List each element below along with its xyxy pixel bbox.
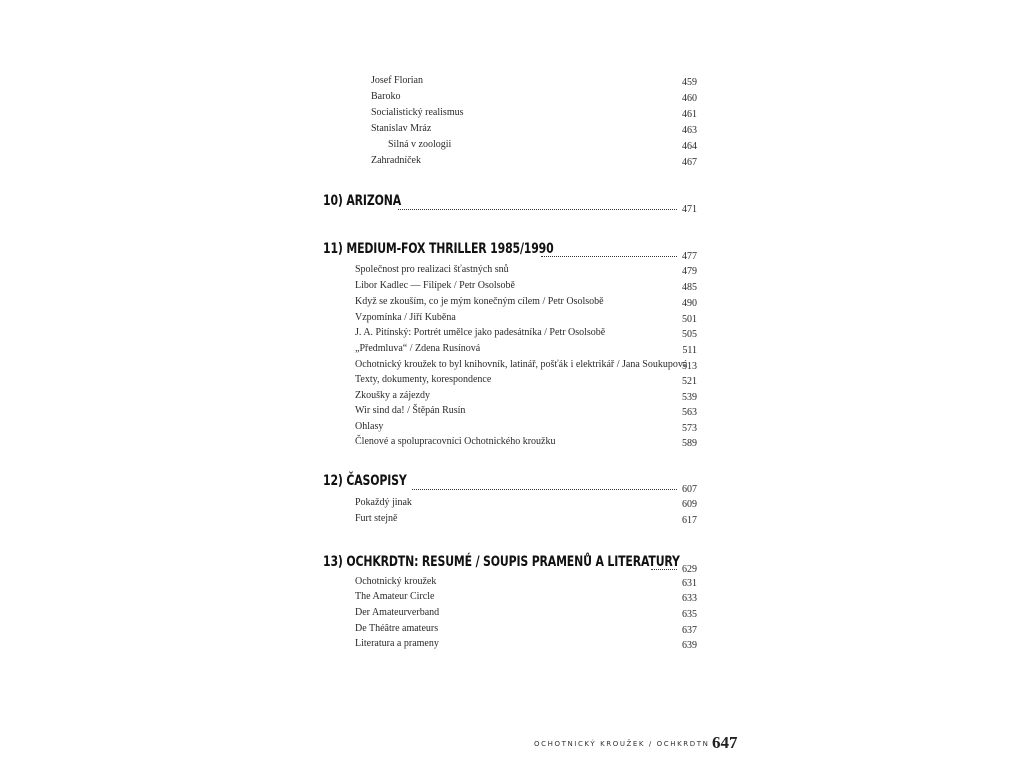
toc-entry-page: 461 bbox=[682, 109, 697, 120]
toc-entry-page: 563 bbox=[682, 407, 697, 418]
section-page: 607 bbox=[682, 484, 697, 495]
toc-entry-page: 617 bbox=[682, 515, 697, 526]
toc-entry-title: Texty, dokumenty, korespondence bbox=[355, 374, 492, 385]
toc-entry-title: Zahradníček bbox=[371, 155, 421, 166]
toc-entry-title: Ohlasy bbox=[355, 421, 384, 432]
toc-entry-page: 589 bbox=[682, 438, 697, 449]
toc-entry-title: Baroko bbox=[371, 91, 401, 102]
toc-entry-page: 609 bbox=[682, 499, 697, 510]
toc-entry-title: Ochotnický kroužek bbox=[355, 576, 437, 587]
toc-entry-page: 513 bbox=[682, 361, 697, 372]
section-heading: 12) ČASOPISY bbox=[323, 473, 407, 489]
toc-entry-title: De Théâtre amateurs bbox=[355, 623, 439, 634]
toc-entry-page: 459 bbox=[682, 77, 697, 88]
toc-entry-page: 511 bbox=[682, 345, 697, 356]
toc-entry-page: 521 bbox=[682, 376, 697, 387]
toc-entry-page: 467 bbox=[682, 157, 697, 168]
toc-entry-title: Josef Florian bbox=[371, 75, 423, 86]
toc-entry-title: Furt stejně bbox=[355, 513, 398, 524]
toc-entry-title: Wir sind da! / Štěpán Rusín bbox=[355, 405, 466, 416]
toc-entry-title: Ochotnický kroužek to byl knihovník, latinář, pošťák i elektrikář / Jana Soukupová bbox=[355, 359, 688, 370]
toc-entry-page: 639 bbox=[682, 640, 697, 651]
section-page: 471 bbox=[682, 204, 697, 215]
toc-entry-title: Když se zkouším, co je mým konečným cílem / Petr Osolsobě bbox=[355, 296, 604, 307]
toc-entry-title: J. A. Pitínský: Portrét umělce jako padesátníka / Petr Osolsobě bbox=[355, 327, 606, 338]
section-page: 629 bbox=[682, 564, 697, 575]
dot-leader bbox=[398, 209, 677, 210]
toc-entry-page: 573 bbox=[682, 423, 697, 434]
section-heading: 11) MEDIUM-FOX THRILLER 1985/1990 bbox=[323, 241, 554, 257]
dot-leader bbox=[412, 489, 677, 490]
toc-entry-title: Stanislav Mráz bbox=[371, 123, 432, 134]
toc-entry-title: Libor Kadlec — Filípek / Petr Osolsobě bbox=[355, 280, 515, 291]
toc-subentry-title: Silná v zoologii bbox=[388, 139, 452, 150]
toc-entry-title: The Amateur Circle bbox=[355, 591, 435, 602]
toc-entry-page: 539 bbox=[682, 392, 697, 403]
toc-entry-page: 490 bbox=[682, 298, 697, 309]
toc-entry-title: Literatura a prameny bbox=[355, 638, 439, 649]
footer-running-title: OCHOTNICKÝ KROUŽEK / OCHKRDTN bbox=[534, 740, 710, 748]
toc-entry-page: 463 bbox=[682, 125, 697, 136]
toc-entry-page: 505 bbox=[682, 329, 697, 340]
toc-entry-title: Socialistický realismus bbox=[371, 107, 464, 118]
toc-entry-page: 460 bbox=[682, 93, 697, 104]
toc-entry-title: Zkoušky a zájezdy bbox=[355, 390, 430, 401]
section-heading: 10) ARIZONA bbox=[323, 193, 401, 209]
toc-entry-page: 635 bbox=[682, 609, 697, 620]
toc-entry-title: Vzpomínka / Jiří Kuběna bbox=[355, 312, 456, 323]
toc-entry-page: 501 bbox=[682, 314, 697, 325]
toc-entry-title: Pokaždý jinak bbox=[355, 497, 412, 508]
section-page: 477 bbox=[682, 251, 697, 262]
toc-entry-title: Společnost pro realizaci šťastných snů bbox=[355, 264, 509, 275]
page-number: 647 bbox=[712, 733, 738, 752]
toc-entry-title: Členové a spolupracovníci Ochotnického kroužku bbox=[355, 436, 556, 447]
toc-entry-page: 637 bbox=[682, 625, 697, 636]
toc-entry-title: Der Amateurverband bbox=[355, 607, 440, 618]
toc-entry-page: 479 bbox=[682, 266, 697, 277]
toc-entry-page: 464 bbox=[682, 141, 697, 152]
toc-entry-page: 633 bbox=[682, 593, 697, 604]
section-heading: 13) OCHKRDTN: RESUMÉ / SOUPIS PRAMENŮ A LITERATURY bbox=[323, 554, 680, 570]
toc-entry-page: 485 bbox=[682, 282, 697, 293]
toc-entry-title: „Předmluva“ / Zdena Rusínová bbox=[355, 343, 481, 354]
toc-entry-page: 631 bbox=[682, 578, 697, 589]
